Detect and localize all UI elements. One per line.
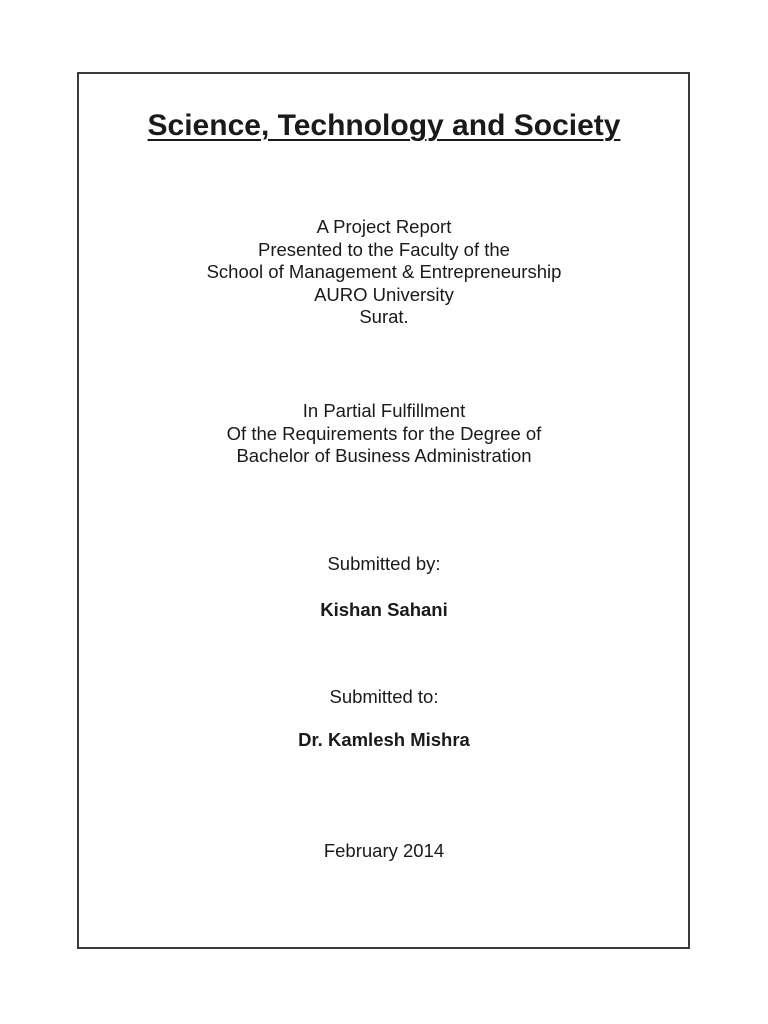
submitted-by-label: Submitted by: xyxy=(327,553,441,574)
report-line: Presented to the Faculty of the xyxy=(258,238,510,260)
page-border xyxy=(77,72,690,949)
submitted-to-name: Dr. Kamlesh Mishra xyxy=(298,729,470,750)
submitted-to-label: Submitted to: xyxy=(329,686,439,707)
submission-date: February 2014 xyxy=(323,840,445,861)
report-line: Surat. xyxy=(359,306,409,327)
fulfillment-line: In Partial Fulfillment xyxy=(302,400,466,421)
fulfillment-line: Of the Requirements for the Degree of xyxy=(226,422,542,444)
report-line: AURO University xyxy=(314,283,454,305)
report-description xyxy=(0,216,768,329)
report-line: A Project Report xyxy=(316,216,452,237)
submitted-by-name: Kishan Sahani xyxy=(320,599,448,620)
fulfillment-line: Bachelor of Business Administration xyxy=(236,445,532,466)
fulfillment-statement xyxy=(0,400,768,468)
document-title: Science, Technology and Society xyxy=(147,109,621,142)
report-line: School of Management & Entrepreneurship xyxy=(206,261,562,282)
